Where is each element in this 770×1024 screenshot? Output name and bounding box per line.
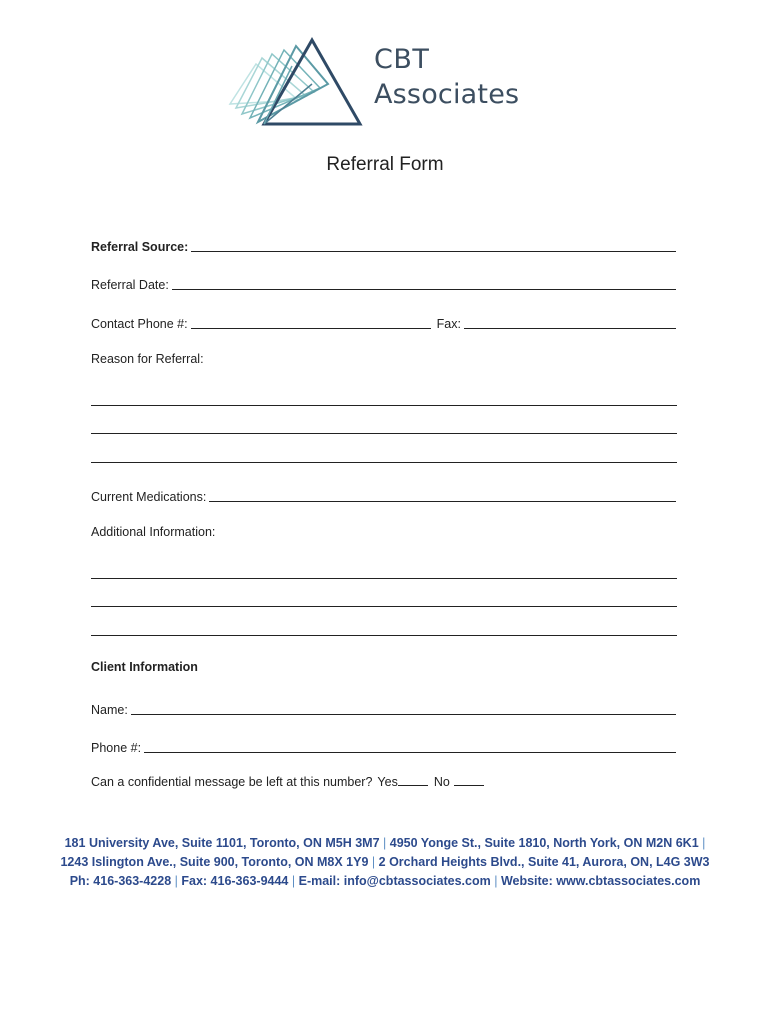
additional-info-label: Additional Information: xyxy=(91,525,216,539)
footer-address-islington: 1243 Islington Ave., Suite 900, Toronto, ON M8X 1Y9 xyxy=(60,855,369,869)
footer-phone: Ph: 416-363-4228 xyxy=(69,874,172,888)
confidential-question-text: Can a confidential message be left at this number? xyxy=(91,775,373,789)
fax-field[interactable] xyxy=(464,328,676,329)
additional-info-line-3[interactable] xyxy=(91,635,677,636)
footer-address-aurora: 2 Orchard Heights Blvd., Suite 41, Aurora, ON, L4G 3W3 xyxy=(378,855,710,869)
client-phone-field[interactable] xyxy=(144,752,676,753)
client-name-label: Name: xyxy=(91,703,128,717)
triangle-logo-icon xyxy=(228,36,368,128)
yes-label: Yes xyxy=(377,775,398,789)
referral-date-label: Referral Date: xyxy=(91,278,169,292)
referral-source-label: Referral Source: xyxy=(91,240,189,254)
referral-source-row xyxy=(91,234,676,254)
no-field[interactable] xyxy=(454,785,484,786)
reason-line-1[interactable] xyxy=(91,405,677,406)
current-medications-field[interactable] xyxy=(209,501,676,502)
footer-separator: | xyxy=(494,874,498,888)
logo-wordmark xyxy=(374,46,519,108)
footer-website-link[interactable]: Website: www.cbtassociates.com xyxy=(500,874,701,888)
confidential-message-question xyxy=(91,775,484,789)
reason-line-3[interactable] xyxy=(91,462,677,463)
yes-field[interactable] xyxy=(398,785,428,786)
current-medications-label: Current Medications: xyxy=(91,490,207,504)
no-label: No xyxy=(433,775,450,789)
contact-phone-row xyxy=(91,311,676,331)
footer-address-yonge: 4950 Yonge St., Suite 1810, North York, ON M2N 6K1 xyxy=(389,836,699,850)
client-phone-row xyxy=(91,735,676,755)
contact-phone-field[interactable] xyxy=(191,328,431,329)
footer-line-2 xyxy=(0,853,770,872)
logo-text-cbt: CBT xyxy=(374,44,430,75)
additional-info-line-2[interactable] xyxy=(91,606,677,607)
footer-address-university: 181 University Ave, Suite 1101, Toronto, ON M5H 3M7 xyxy=(64,836,380,850)
reason-line-2[interactable] xyxy=(91,433,677,434)
fax-label: Fax: xyxy=(436,317,461,331)
client-name-row xyxy=(91,697,676,717)
footer-line-1 xyxy=(0,834,770,853)
footer-separator: | xyxy=(174,874,178,888)
current-medications-row xyxy=(91,484,676,504)
footer-separator: | xyxy=(702,836,706,850)
logo-text-associates: Associates xyxy=(374,79,520,110)
client-name-field[interactable] xyxy=(131,714,676,715)
footer-separator: | xyxy=(383,836,387,850)
footer-fax: Fax: 416-363-9444 xyxy=(181,874,289,888)
client-phone-label: Phone #: xyxy=(91,741,142,755)
footer-line-3 xyxy=(0,872,770,891)
footer-separator: | xyxy=(291,874,296,888)
footer-email-link[interactable]: E-mail: info@cbtassociates.com xyxy=(298,874,491,888)
additional-info-line-1[interactable] xyxy=(91,578,677,579)
contact-phone-label: Contact Phone #: xyxy=(91,317,188,331)
referral-date-field[interactable] xyxy=(172,289,676,290)
footer-separator: | xyxy=(371,855,376,869)
referral-date-row xyxy=(91,272,676,292)
form-title: Referral Form xyxy=(326,154,444,175)
client-info-heading: Client Information xyxy=(91,660,198,674)
referral-source-field[interactable] xyxy=(191,251,676,252)
reason-label: Reason for Referral: xyxy=(91,352,204,366)
cbt-logo xyxy=(228,36,558,128)
footer-contact-info xyxy=(0,834,770,891)
